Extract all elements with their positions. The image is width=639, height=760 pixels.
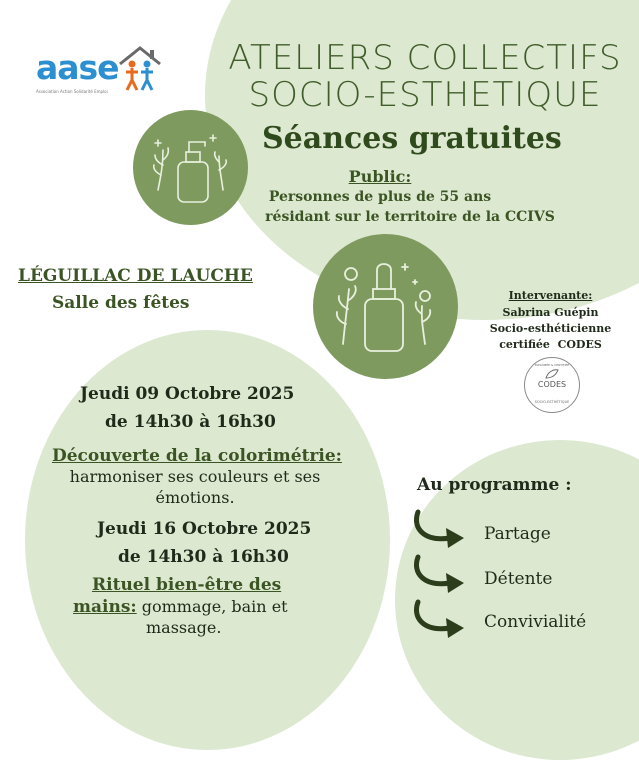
- session1-desc-line2: émotions.: [155, 488, 235, 507]
- session2-time: de 14h30 à 16h30: [118, 547, 289, 567]
- session1-date: Jeudi 09 Octobre 2025: [80, 384, 295, 404]
- codes-badge: [524, 357, 580, 413]
- aase-logo: [36, 44, 166, 100]
- house-family-icon: [116, 44, 164, 92]
- dropper-bottle-icon: [313, 234, 458, 379]
- serum-circle: [133, 110, 248, 225]
- session2-desc-line2: massage.: [146, 618, 222, 637]
- session2-desc-line1: gommage, bain et: [136, 597, 288, 616]
- page-title-line1: ATELIERS COLLECTIFS: [228, 38, 622, 78]
- venue-name: Salle des fêtes: [52, 293, 190, 313]
- intervenant-role: Socio-esthéticienne: [489, 322, 612, 335]
- programme-item-3: Convivialité: [484, 612, 587, 632]
- logo-text: aase: [36, 48, 119, 87]
- dropper-circle: [313, 234, 458, 379]
- programme-item-2: Détente: [484, 569, 553, 589]
- curved-arrow-icon: [410, 508, 474, 550]
- session2-theme-line2: mains:: [73, 597, 137, 617]
- public-line1: Personnes de plus de 55 ans: [268, 189, 492, 205]
- codes-leaf-icon: [544, 368, 560, 380]
- intervenant-name: Sabrina Guépin: [502, 306, 599, 319]
- session1-theme: Découverte de la colorimétrie:: [52, 446, 342, 466]
- session2-line2: [73, 597, 288, 617]
- codes-badge-ring-bottom: SOCIO-ESTHÉTIQUE: [534, 400, 570, 404]
- intervenant-cert: certifiée CODES: [499, 338, 602, 351]
- session2-theme-line1: Rituel bien-être des: [92, 575, 282, 595]
- codes-badge-ring-top: DIPLÔMÉE & CERTIFIÉE: [534, 363, 570, 367]
- programme-title: Au programme :: [417, 475, 572, 495]
- page-title-line2: SOCIO-ESTHETIQUE: [248, 75, 602, 115]
- free-sessions-heading: Séances gratuites: [262, 121, 562, 156]
- public-label: Public:: [348, 167, 412, 186]
- session1-time: de 14h30 à 16h30: [105, 412, 276, 432]
- programme-item-1: Partage: [484, 524, 551, 544]
- curved-arrow-icon: [410, 553, 474, 595]
- curved-arrow-icon: [410, 598, 474, 640]
- session2-date: Jeudi 16 Octobre 2025: [97, 519, 312, 539]
- session1-desc-line1: harmoniser ses couleurs et ses: [69, 467, 321, 486]
- public-line2: résidant sur le territoire de la CCIVS: [265, 209, 555, 225]
- town-name: LÉGUILLAC DE LAUCHE: [18, 266, 253, 286]
- codes-badge-text: CODES: [537, 380, 567, 389]
- intervenant-label: Intervenante:: [508, 289, 593, 302]
- logo-tagline: Association Action Solidarité Emploi: [36, 89, 108, 94]
- pump-bottle-icon: [133, 110, 248, 225]
